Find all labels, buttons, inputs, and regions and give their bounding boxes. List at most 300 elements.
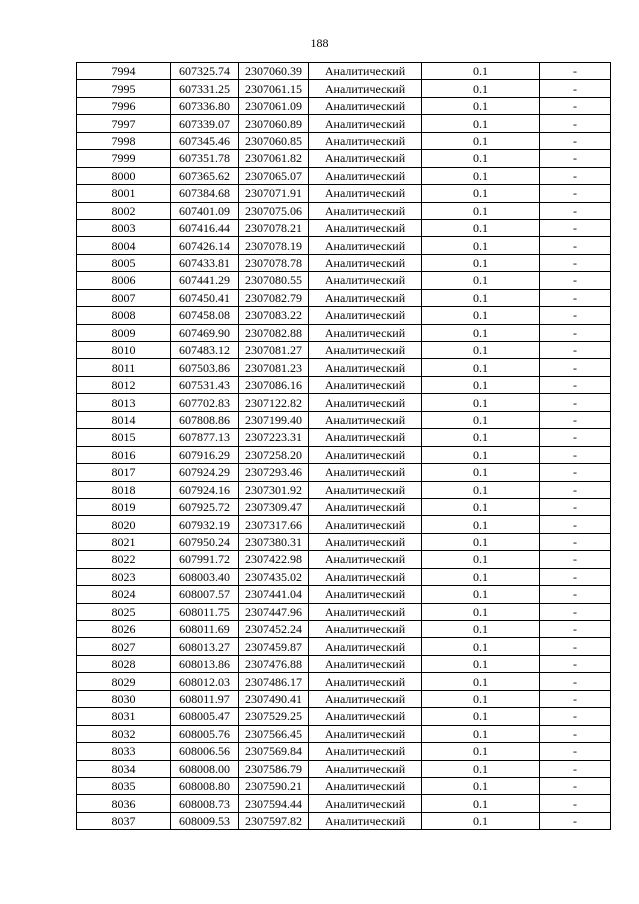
table-row xyxy=(77,621,611,638)
y-coordinate-cell: 2307199.40 xyxy=(239,411,309,428)
accuracy-cell: 0.1 xyxy=(422,185,540,202)
method-cell: Аналитический xyxy=(309,481,422,498)
point-number-cell: 8013 xyxy=(77,394,171,411)
note-cell: - xyxy=(540,690,611,707)
table-row xyxy=(77,725,611,742)
point-number-cell: 7994 xyxy=(77,63,171,80)
accuracy-cell: 0.1 xyxy=(422,307,540,324)
x-coordinate-cell: 608013.27 xyxy=(171,638,239,655)
point-number-cell: 8002 xyxy=(77,202,171,219)
y-coordinate-cell: 2307082.88 xyxy=(239,324,309,341)
table-row xyxy=(77,376,611,393)
method-cell: Аналитический xyxy=(309,812,422,829)
method-cell: Аналитический xyxy=(309,464,422,481)
x-coordinate-cell: 607503.86 xyxy=(171,359,239,376)
y-coordinate-cell: 2307082.79 xyxy=(239,289,309,306)
point-number-cell: 7995 xyxy=(77,80,171,97)
accuracy-cell: 0.1 xyxy=(422,63,540,80)
note-cell: - xyxy=(540,115,611,132)
point-number-cell: 8032 xyxy=(77,725,171,742)
x-coordinate-cell: 608008.80 xyxy=(171,777,239,794)
x-coordinate-cell: 608011.75 xyxy=(171,603,239,620)
y-coordinate-cell: 2307061.82 xyxy=(239,150,309,167)
table-row xyxy=(77,516,611,533)
point-number-cell: 8010 xyxy=(77,342,171,359)
x-coordinate-cell: 607416.44 xyxy=(171,219,239,236)
point-number-cell: 8000 xyxy=(77,167,171,184)
method-cell: Аналитический xyxy=(309,289,422,306)
table-row xyxy=(77,673,611,690)
point-number-cell: 7997 xyxy=(77,115,171,132)
y-coordinate-cell: 2307061.15 xyxy=(239,80,309,97)
note-cell: - xyxy=(540,237,611,254)
accuracy-cell: 0.1 xyxy=(422,725,540,742)
note-cell: - xyxy=(540,167,611,184)
y-coordinate-cell: 2307529.25 xyxy=(239,708,309,725)
table-row xyxy=(77,394,611,411)
note-cell: - xyxy=(540,185,611,202)
point-number-cell: 7996 xyxy=(77,97,171,114)
accuracy-cell: 0.1 xyxy=(422,429,540,446)
method-cell: Аналитический xyxy=(309,411,422,428)
accuracy-cell: 0.1 xyxy=(422,272,540,289)
x-coordinate-cell: 607483.12 xyxy=(171,342,239,359)
method-cell: Аналитический xyxy=(309,725,422,742)
accuracy-cell: 0.1 xyxy=(422,132,540,149)
method-cell: Аналитический xyxy=(309,777,422,794)
note-cell: - xyxy=(540,498,611,515)
table-row xyxy=(77,80,611,97)
method-cell: Аналитический xyxy=(309,376,422,393)
y-coordinate-cell: 2307452.24 xyxy=(239,621,309,638)
method-cell: Аналитический xyxy=(309,621,422,638)
method-cell: Аналитический xyxy=(309,690,422,707)
table-row xyxy=(77,254,611,271)
accuracy-cell: 0.1 xyxy=(422,603,540,620)
x-coordinate-cell: 608012.03 xyxy=(171,673,239,690)
table-row xyxy=(77,289,611,306)
note-cell: - xyxy=(540,812,611,829)
note-cell: - xyxy=(540,516,611,533)
method-cell: Аналитический xyxy=(309,150,422,167)
table-row xyxy=(77,533,611,550)
table-row xyxy=(77,429,611,446)
note-cell: - xyxy=(540,655,611,672)
y-coordinate-cell: 2307293.46 xyxy=(239,464,309,481)
x-coordinate-cell: 607450.41 xyxy=(171,289,239,306)
note-cell: - xyxy=(540,80,611,97)
accuracy-cell: 0.1 xyxy=(422,795,540,812)
accuracy-cell: 0.1 xyxy=(422,80,540,97)
x-coordinate-cell: 607433.81 xyxy=(171,254,239,271)
point-number-cell: 8036 xyxy=(77,795,171,812)
table-row xyxy=(77,115,611,132)
point-number-cell: 8021 xyxy=(77,533,171,550)
accuracy-cell: 0.1 xyxy=(422,446,540,463)
accuracy-cell: 0.1 xyxy=(422,394,540,411)
accuracy-cell: 0.1 xyxy=(422,673,540,690)
method-cell: Аналитический xyxy=(309,708,422,725)
accuracy-cell: 0.1 xyxy=(422,481,540,498)
table-row xyxy=(77,655,611,672)
point-number-cell: 8035 xyxy=(77,777,171,794)
accuracy-cell: 0.1 xyxy=(422,342,540,359)
note-cell: - xyxy=(540,63,611,80)
point-number-cell: 8031 xyxy=(77,708,171,725)
point-number-cell: 8029 xyxy=(77,673,171,690)
x-coordinate-cell: 607351.78 xyxy=(171,150,239,167)
x-coordinate-cell: 607924.29 xyxy=(171,464,239,481)
note-cell: - xyxy=(540,481,611,498)
accuracy-cell: 0.1 xyxy=(422,324,540,341)
y-coordinate-cell: 2307081.27 xyxy=(239,342,309,359)
point-number-cell: 8009 xyxy=(77,324,171,341)
method-cell: Аналитический xyxy=(309,743,422,760)
page-number: 188 xyxy=(310,36,329,50)
y-coordinate-cell: 2307586.79 xyxy=(239,760,309,777)
table-row xyxy=(77,132,611,149)
point-number-cell: 8016 xyxy=(77,446,171,463)
x-coordinate-cell: 607458.08 xyxy=(171,307,239,324)
method-cell: Аналитический xyxy=(309,307,422,324)
x-coordinate-cell: 607441.29 xyxy=(171,272,239,289)
table-row xyxy=(77,167,611,184)
y-coordinate-cell: 2307065.07 xyxy=(239,167,309,184)
note-cell: - xyxy=(540,603,611,620)
y-coordinate-cell: 2307075.06 xyxy=(239,202,309,219)
table-row xyxy=(77,708,611,725)
accuracy-cell: 0.1 xyxy=(422,760,540,777)
accuracy-cell: 0.1 xyxy=(422,237,540,254)
note-cell: - xyxy=(540,219,611,236)
note-cell: - xyxy=(540,743,611,760)
y-coordinate-cell: 2307435.02 xyxy=(239,568,309,585)
note-cell: - xyxy=(540,394,611,411)
accuracy-cell: 0.1 xyxy=(422,202,540,219)
point-number-cell: 8025 xyxy=(77,603,171,620)
table-row xyxy=(77,97,611,114)
table-row xyxy=(77,777,611,794)
point-number-cell: 8034 xyxy=(77,760,171,777)
note-cell: - xyxy=(540,272,611,289)
method-cell: Аналитический xyxy=(309,638,422,655)
accuracy-cell: 0.1 xyxy=(422,219,540,236)
x-coordinate-cell: 607932.19 xyxy=(171,516,239,533)
y-coordinate-cell: 2307071.91 xyxy=(239,185,309,202)
y-coordinate-cell: 2307223.31 xyxy=(239,429,309,446)
point-number-cell: 8023 xyxy=(77,568,171,585)
table-row xyxy=(77,324,611,341)
table-row xyxy=(77,185,611,202)
accuracy-cell: 0.1 xyxy=(422,376,540,393)
method-cell: Аналитический xyxy=(309,446,422,463)
method-cell: Аналитический xyxy=(309,167,422,184)
method-cell: Аналитический xyxy=(309,324,422,341)
accuracy-cell: 0.1 xyxy=(422,586,540,603)
table-row xyxy=(77,150,611,167)
coordinates-table xyxy=(76,62,611,830)
method-cell: Аналитический xyxy=(309,219,422,236)
x-coordinate-cell: 607365.62 xyxy=(171,167,239,184)
x-coordinate-cell: 608007.57 xyxy=(171,586,239,603)
accuracy-cell: 0.1 xyxy=(422,621,540,638)
x-coordinate-cell: 607950.24 xyxy=(171,533,239,550)
x-coordinate-cell: 607808.86 xyxy=(171,411,239,428)
method-cell: Аналитический xyxy=(309,359,422,376)
x-coordinate-cell: 607916.29 xyxy=(171,446,239,463)
y-coordinate-cell: 2307258.20 xyxy=(239,446,309,463)
table-row xyxy=(77,446,611,463)
accuracy-cell: 0.1 xyxy=(422,254,540,271)
y-coordinate-cell: 2307447.96 xyxy=(239,603,309,620)
note-cell: - xyxy=(540,673,611,690)
x-coordinate-cell: 608011.97 xyxy=(171,690,239,707)
x-coordinate-cell: 607877.13 xyxy=(171,429,239,446)
note-cell: - xyxy=(540,376,611,393)
y-coordinate-cell: 2307301.92 xyxy=(239,481,309,498)
accuracy-cell: 0.1 xyxy=(422,708,540,725)
table-row xyxy=(77,760,611,777)
x-coordinate-cell: 608005.76 xyxy=(171,725,239,742)
note-cell: - xyxy=(540,359,611,376)
y-coordinate-cell: 2307569.84 xyxy=(239,743,309,760)
method-cell: Аналитический xyxy=(309,673,422,690)
method-cell: Аналитический xyxy=(309,655,422,672)
note-cell: - xyxy=(540,708,611,725)
point-number-cell: 7999 xyxy=(77,150,171,167)
point-number-cell: 8027 xyxy=(77,638,171,655)
table-row xyxy=(77,603,611,620)
note-cell: - xyxy=(540,411,611,428)
method-cell: Аналитический xyxy=(309,760,422,777)
note-cell: - xyxy=(540,446,611,463)
point-number-cell: 8030 xyxy=(77,690,171,707)
table-row xyxy=(77,498,611,515)
note-cell: - xyxy=(540,342,611,359)
method-cell: Аналитический xyxy=(309,533,422,550)
point-number-cell: 7998 xyxy=(77,132,171,149)
accuracy-cell: 0.1 xyxy=(422,777,540,794)
x-coordinate-cell: 608003.40 xyxy=(171,568,239,585)
y-coordinate-cell: 2307597.82 xyxy=(239,812,309,829)
accuracy-cell: 0.1 xyxy=(422,115,540,132)
note-cell: - xyxy=(540,638,611,655)
point-number-cell: 8018 xyxy=(77,481,171,498)
accuracy-cell: 0.1 xyxy=(422,498,540,515)
note-cell: - xyxy=(540,97,611,114)
table-row xyxy=(77,795,611,812)
note-cell: - xyxy=(540,150,611,167)
point-number-cell: 8008 xyxy=(77,307,171,324)
method-cell: Аналитический xyxy=(309,97,422,114)
y-coordinate-cell: 2307422.98 xyxy=(239,551,309,568)
y-coordinate-cell: 2307083.22 xyxy=(239,307,309,324)
table-row xyxy=(77,481,611,498)
point-number-cell: 8001 xyxy=(77,185,171,202)
accuracy-cell: 0.1 xyxy=(422,568,540,585)
accuracy-cell: 0.1 xyxy=(422,464,540,481)
x-coordinate-cell: 608013.86 xyxy=(171,655,239,672)
y-coordinate-cell: 2307490.41 xyxy=(239,690,309,707)
note-cell: - xyxy=(540,586,611,603)
table-body xyxy=(77,63,611,830)
table-row xyxy=(77,411,611,428)
point-number-cell: 8020 xyxy=(77,516,171,533)
point-number-cell: 8007 xyxy=(77,289,171,306)
y-coordinate-cell: 2307060.39 xyxy=(239,63,309,80)
table-row xyxy=(77,464,611,481)
accuracy-cell: 0.1 xyxy=(422,97,540,114)
note-cell: - xyxy=(540,289,611,306)
y-coordinate-cell: 2307078.21 xyxy=(239,219,309,236)
method-cell: Аналитический xyxy=(309,80,422,97)
accuracy-cell: 0.1 xyxy=(422,150,540,167)
x-coordinate-cell: 607401.09 xyxy=(171,202,239,219)
table-row xyxy=(77,307,611,324)
table-row xyxy=(77,219,611,236)
note-cell: - xyxy=(540,725,611,742)
x-coordinate-cell: 608008.00 xyxy=(171,760,239,777)
x-coordinate-cell: 607925.72 xyxy=(171,498,239,515)
table-row xyxy=(77,568,611,585)
accuracy-cell: 0.1 xyxy=(422,411,540,428)
x-coordinate-cell: 608011.69 xyxy=(171,621,239,638)
method-cell: Аналитический xyxy=(309,429,422,446)
method-cell: Аналитический xyxy=(309,586,422,603)
note-cell: - xyxy=(540,464,611,481)
accuracy-cell: 0.1 xyxy=(422,743,540,760)
note-cell: - xyxy=(540,533,611,550)
accuracy-cell: 0.1 xyxy=(422,655,540,672)
x-coordinate-cell: 607702.83 xyxy=(171,394,239,411)
table-row xyxy=(77,342,611,359)
point-number-cell: 8011 xyxy=(77,359,171,376)
method-cell: Аналитический xyxy=(309,551,422,568)
method-cell: Аналитический xyxy=(309,185,422,202)
y-coordinate-cell: 2307122.82 xyxy=(239,394,309,411)
x-coordinate-cell: 608006.56 xyxy=(171,743,239,760)
method-cell: Аналитический xyxy=(309,63,422,80)
y-coordinate-cell: 2307080.55 xyxy=(239,272,309,289)
point-number-cell: 8015 xyxy=(77,429,171,446)
x-coordinate-cell: 607331.25 xyxy=(171,80,239,97)
point-number-cell: 8006 xyxy=(77,272,171,289)
point-number-cell: 8019 xyxy=(77,498,171,515)
x-coordinate-cell: 607469.90 xyxy=(171,324,239,341)
table-row xyxy=(77,63,611,80)
point-number-cell: 8037 xyxy=(77,812,171,829)
accuracy-cell: 0.1 xyxy=(422,690,540,707)
table-row xyxy=(77,812,611,829)
accuracy-cell: 0.1 xyxy=(422,551,540,568)
table-row xyxy=(77,202,611,219)
point-number-cell: 8014 xyxy=(77,411,171,428)
table-row xyxy=(77,586,611,603)
note-cell: - xyxy=(540,795,611,812)
x-coordinate-cell: 607339.07 xyxy=(171,115,239,132)
y-coordinate-cell: 2307309.47 xyxy=(239,498,309,515)
table-row xyxy=(77,638,611,655)
point-number-cell: 8028 xyxy=(77,655,171,672)
x-coordinate-cell: 607426.14 xyxy=(171,237,239,254)
method-cell: Аналитический xyxy=(309,603,422,620)
accuracy-cell: 0.1 xyxy=(422,812,540,829)
method-cell: Аналитический xyxy=(309,516,422,533)
x-coordinate-cell: 607336.80 xyxy=(171,97,239,114)
y-coordinate-cell: 2307590.21 xyxy=(239,777,309,794)
note-cell: - xyxy=(540,777,611,794)
method-cell: Аналитический xyxy=(309,115,422,132)
x-coordinate-cell: 607384.68 xyxy=(171,185,239,202)
point-number-cell: 8026 xyxy=(77,621,171,638)
method-cell: Аналитический xyxy=(309,498,422,515)
y-coordinate-cell: 2307594.44 xyxy=(239,795,309,812)
table-row xyxy=(77,237,611,254)
method-cell: Аналитический xyxy=(309,272,422,289)
x-coordinate-cell: 607924.16 xyxy=(171,481,239,498)
note-cell: - xyxy=(540,760,611,777)
x-coordinate-cell: 608005.47 xyxy=(171,708,239,725)
note-cell: - xyxy=(540,307,611,324)
accuracy-cell: 0.1 xyxy=(422,289,540,306)
note-cell: - xyxy=(540,324,611,341)
point-number-cell: 8005 xyxy=(77,254,171,271)
table-row xyxy=(77,690,611,707)
x-coordinate-cell: 607325.74 xyxy=(171,63,239,80)
accuracy-cell: 0.1 xyxy=(422,167,540,184)
y-coordinate-cell: 2307078.19 xyxy=(239,237,309,254)
x-coordinate-cell: 608008.73 xyxy=(171,795,239,812)
y-coordinate-cell: 2307476.88 xyxy=(239,655,309,672)
note-cell: - xyxy=(540,551,611,568)
point-number-cell: 8033 xyxy=(77,743,171,760)
note-cell: - xyxy=(540,132,611,149)
method-cell: Аналитический xyxy=(309,394,422,411)
x-coordinate-cell: 607345.46 xyxy=(171,132,239,149)
x-coordinate-cell: 607531.43 xyxy=(171,376,239,393)
note-cell: - xyxy=(540,202,611,219)
y-coordinate-cell: 2307441.04 xyxy=(239,586,309,603)
table-row xyxy=(77,743,611,760)
point-number-cell: 8012 xyxy=(77,376,171,393)
table-row xyxy=(77,551,611,568)
x-coordinate-cell: 608009.53 xyxy=(171,812,239,829)
method-cell: Аналитический xyxy=(309,202,422,219)
y-coordinate-cell: 2307061.09 xyxy=(239,97,309,114)
method-cell: Аналитический xyxy=(309,254,422,271)
point-number-cell: 8022 xyxy=(77,551,171,568)
table-row xyxy=(77,272,611,289)
point-number-cell: 8024 xyxy=(77,586,171,603)
y-coordinate-cell: 2307486.17 xyxy=(239,673,309,690)
table-row xyxy=(77,359,611,376)
point-number-cell: 8004 xyxy=(77,237,171,254)
method-cell: Аналитический xyxy=(309,342,422,359)
accuracy-cell: 0.1 xyxy=(422,516,540,533)
note-cell: - xyxy=(540,254,611,271)
y-coordinate-cell: 2307380.31 xyxy=(239,533,309,550)
y-coordinate-cell: 2307317.66 xyxy=(239,516,309,533)
point-number-cell: 8017 xyxy=(77,464,171,481)
y-coordinate-cell: 2307459.87 xyxy=(239,638,309,655)
point-number-cell: 8003 xyxy=(77,219,171,236)
accuracy-cell: 0.1 xyxy=(422,638,540,655)
y-coordinate-cell: 2307081.23 xyxy=(239,359,309,376)
y-coordinate-cell: 2307086.16 xyxy=(239,376,309,393)
note-cell: - xyxy=(540,568,611,585)
x-coordinate-cell: 607991.72 xyxy=(171,551,239,568)
accuracy-cell: 0.1 xyxy=(422,533,540,550)
